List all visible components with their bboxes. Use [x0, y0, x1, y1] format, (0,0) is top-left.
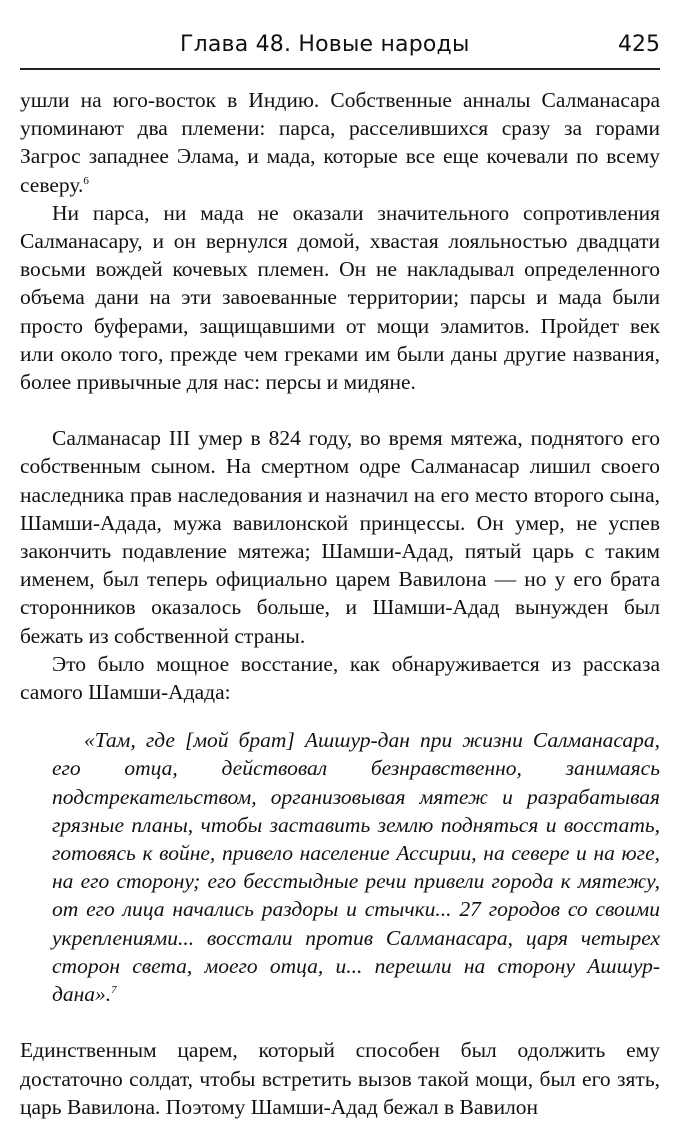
paragraph-3: Салманасар III умер в 824 году, во время мятежа, поднятого его собственным сыном. На смертном одре Салманасар лишил своего наследника прав наследования и назначил на его место второго сына, Шамши-Адада, мужа вавилонской принцессы. Он умер, не успев закончить подавление мятежа; Шамши-Адад, пятый царь с таким именем, был теперь официально царем Вавилона — но у его брата сторонников оказалось больше, и Шамши-Адад вынужден был бежать из собственной страны. — [20, 426, 660, 648]
block-quote — [52, 726, 660, 1008]
block-quote-text: «Там, где [мой брат] Ашшур-дан при жизни Салманасара, его отца, действовал безнравственно, занимаясь подстрекательством, организовывая мятеж и разрабатывая грязные планы, чтобы заставить землю подняться и восстать, готовясь к войне, привело население Ассирии, на севере и на юге, на его сторону; его бесстыдные речи привели города к мятежу, от его лица начались раздоры и стычки... 27 городов со своими укреплениями... восстали против Салманасара, царя четырех сторон света, моего отца, и... перешли на сторону Ашшур-дана». — [52, 728, 660, 1007]
paragraph-2: Ни парса, ни мада не оказали значительного сопротивления Салманасару, и он вернулся домой, хвастая лояльностью двадцати восьми вождей кочевых племен. Он не накладывал определенного объема дани на эти завоеванные территории; парсы и мада были просто буферами, защищавшими от мощи эламитов. Пройдет век или около того, прежде чем греками им были даны другие названия, более привычные для нас: персы и мидяне. — [20, 200, 660, 395]
footnote-7-marker: 7 — [111, 983, 117, 996]
chapter-title: Глава 48. Новые народы — [180, 32, 470, 57]
footnote-6-marker: 6 — [83, 174, 89, 187]
paragraph-5: Единственным царем, который способен был одолжить ему достаточно солдат, чтобы встретить вызов такой мощи, был его зять, царь Вавилона. Поэтому Шамши-Адад бежал в Вавилон — [20, 1038, 660, 1119]
paragraph-4: Это было мощное восстание, как обнаруживается из рассказа самого Шамши-Адада: — [20, 651, 660, 705]
paragraph-1-text: ушли на юго-восток в Индию. Собственные анналы Салманасара упоминают два племени: парса, расселившихся сразу за горами Загрос западнее Элама, и мада, которые все еще кочевали по всему северу. — [20, 88, 660, 197]
page-body — [20, 86, 660, 1121]
page-number: 425 — [618, 32, 660, 57]
running-header — [20, 28, 660, 70]
paragraph-1 — [20, 86, 660, 199]
